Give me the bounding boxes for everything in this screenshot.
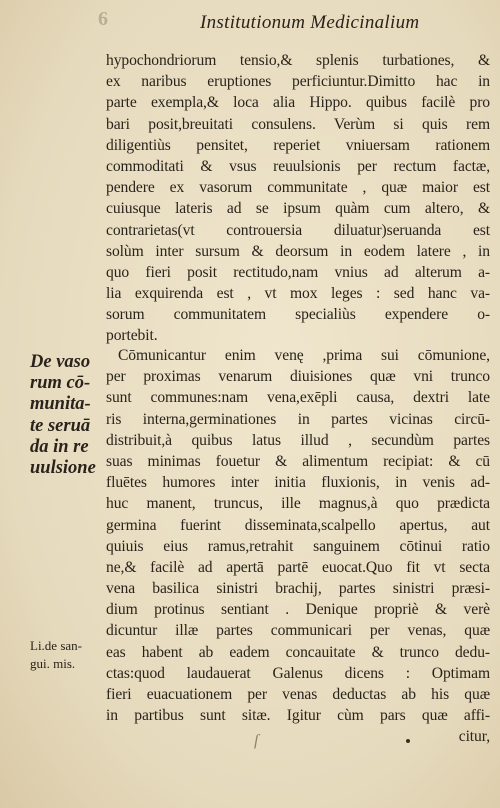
text-line: fluētes humores inter initia fluxionis, in venis ad-: [106, 474, 490, 492]
margin-note-citation: [30, 637, 82, 673]
margin-note-line: rum cō-: [30, 373, 91, 394]
text-line: solùm inter sursum & deorsum in eodem latere , in: [106, 242, 490, 260]
text-line: cuiusque lateris ad se ipsum quàm cum altero, &: [106, 200, 490, 218]
text-line: quiuis eius ramus,retrahit sanguinem cōtinui ratio: [106, 537, 490, 555]
text-line: ctas:quod laudauerat Galenus dicens : Optimam: [106, 664, 490, 682]
text-line: diligentiùs pensitet, reperiet vniuersam rationem: [106, 136, 490, 154]
margin-note-line: da in re: [30, 436, 89, 457]
margin-note-line: De vaso: [30, 352, 91, 372]
ink-mark: ſ: [254, 732, 259, 749]
text-line: sunt communes:nam vena,exēpli causa, dextri late: [106, 389, 490, 407]
text-line: eas habent ab eadem concauitate & trunco dedu-: [106, 643, 490, 661]
text-line: fieri euacuationem per venas deductas ab his quæ: [106, 686, 490, 703]
margin-note-line: gui. mis.: [30, 656, 76, 671]
text-line: per proximas venarum diuisiones quæ vni trunco: [106, 368, 490, 386]
margin-note-line: uulsione: [30, 457, 96, 478]
text-line: huc manent, truncus, ille magnus,à quo prædicta: [106, 495, 490, 513]
text-line: lia exquirenda est , vt mox leges : sed hanc va-: [106, 285, 490, 303]
text-line: quo fieri posit rectitudo,nam vnius ad alterum a-: [106, 263, 490, 281]
text-line: contrarietas(vt controuersia diluatur)seruanda est: [106, 221, 490, 239]
page-number: 6: [98, 8, 108, 30]
text-line: distribuit,à quibus latus illud , secundùm partes: [106, 431, 490, 449]
text-line: commoditati & vsus reuulsionis per rectum factæ,: [106, 157, 490, 175]
text-line: vena basilica sinistri brachij, partes sinistri præsi-: [106, 580, 490, 598]
ink-dot: [406, 739, 410, 743]
margin-note-de-vasorum: [30, 352, 96, 479]
text-line: bari posit,breuitati consulens. Verùm si quis rem: [106, 115, 490, 133]
text-line: suas minimas fouetur & alimentum recipiat: & cū: [106, 452, 490, 470]
text-line: citur,: [458, 728, 490, 746]
text-line: pendere ex vasorum communitate , quæ maior est: [106, 179, 490, 197]
text-line: portebit.: [106, 327, 158, 345]
text-line: Cōmunicantur enim venę ,prima sui cōmunione,: [118, 347, 490, 364]
text-line: dicuntur illæ partes communicari per venas, quæ: [106, 622, 490, 640]
text-line: sorum communitatem specialiùs expendere o-: [106, 306, 490, 324]
margin-note-line: munita-: [30, 394, 91, 415]
text-line: ris interna,germinationes in partes vicinas circū-: [106, 410, 490, 428]
text-line: hypochondriorum tensio,& splenis turbationes, &: [106, 52, 490, 69]
margin-note-line: te seruā: [30, 415, 91, 436]
margin-note-line: Li.de san-: [30, 638, 82, 653]
text-line: germina fuerint disseminata,scalpello apertus, aut: [106, 516, 490, 534]
running-head: Institutionum Medicinalium: [200, 12, 420, 33]
text-line: in partibus sunt sitæ. Igitur cùm pars quæ affi-: [106, 707, 490, 725]
paragraph-1: [106, 50, 490, 347]
text-line: ne,& facilè ad apertā partē euocat.Quo fit vt secta: [106, 558, 490, 576]
paragraph-2: [106, 345, 490, 748]
text-line: parte exempla,& loca alia Hippo. quibus facilè pro: [106, 94, 490, 112]
text-line: ex naribus eruptiones perficiuntur.Dimitto hac in: [106, 73, 490, 91]
text-line: dium protinus sentiant . Denique propriè & verè: [106, 601, 490, 619]
